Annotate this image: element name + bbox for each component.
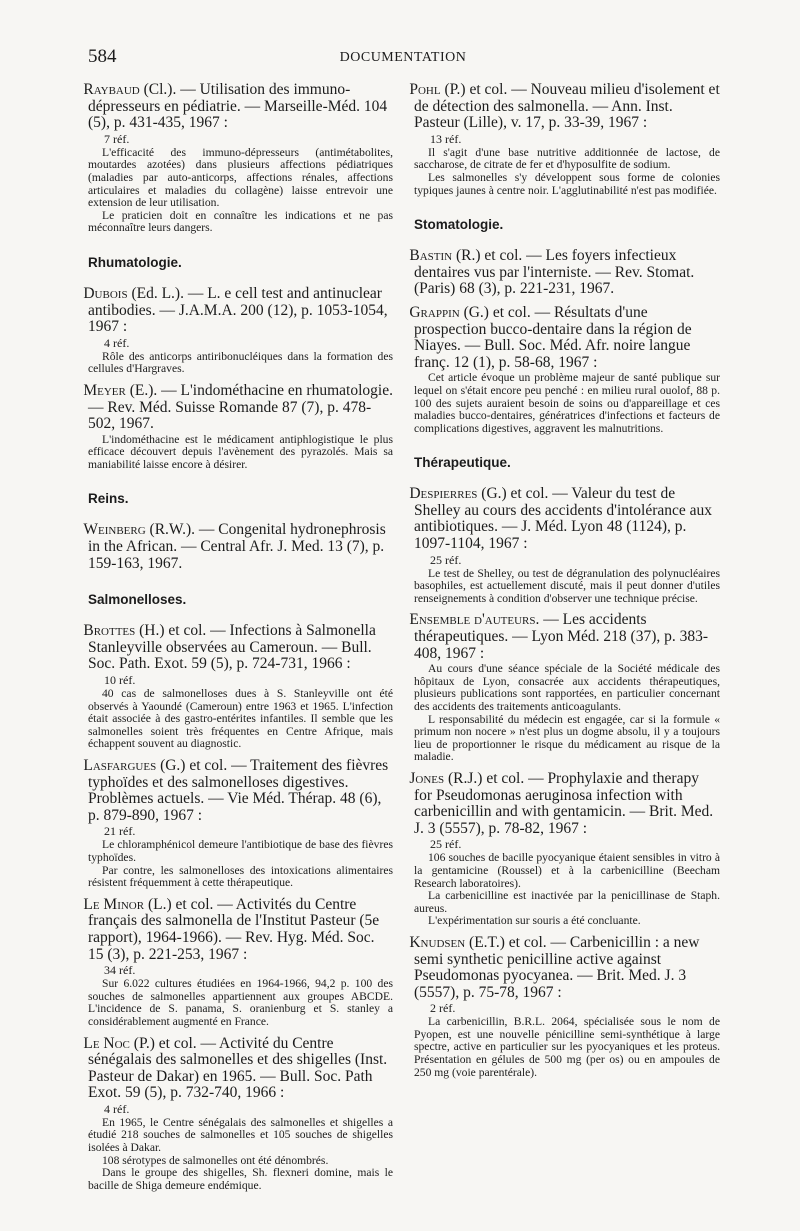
citation [83, 757, 393, 824]
reference-count: 21 réf. [104, 824, 136, 839]
citation-details: (R.) et col. — Les foyers infectieux dentaires vus par l'interniste. — Rev. Stomat. (Paris) 68 (3), p. 221-231, 1967. [414, 247, 695, 298]
citation-author: Grappin [409, 303, 460, 321]
abstract-paragraph: Le test de Shelley, ou test de dégranulation des polynucléaires basophiles, est actuellement discuté, mais il peut donner d'utiles renseignements à condition d'observer une technique précise. [414, 566, 720, 605]
citation-details: (Cl.). — Utilisation des immuno-dépresseurs en pédiatrie. — Marseille-Méd. 104 (5), p. 431-435, 1967 : [88, 81, 388, 132]
citation-author: Brottes [83, 622, 136, 640]
citation-details: (P.) et col. — Activité du Centre sénégalais des salmonelles et des shigelles (Inst. Pasteur de Dakar) en 1965. — Bull. Soc. Path Exot. 59 (5), p. 732-740, 1966 : [88, 1034, 388, 1102]
bibliography-entry [83, 757, 393, 890]
citation-author: Dubois [83, 284, 128, 302]
abstract-paragraph: L'efficacité des immuno-dépresseurs (antimétabolites, moutardes azotées) dans plusieurs affections pédiatriques (maladies par auto-anticorps, affections rénales, affections articulaires et maladies du collagène) laisse entrevoir une extension de leur utilisation. [88, 145, 393, 210]
bibliography-entry [83, 622, 393, 751]
citation-author: Pohl [409, 81, 441, 98]
abstract [88, 688, 393, 751]
citation [83, 895, 393, 963]
abstract [88, 434, 393, 472]
reference-count: 25 réf. [430, 552, 462, 567]
abstract-paragraph: 108 sérotypes de salmonelles ont été dénombrés. [102, 1153, 329, 1167]
citation-author: Meyer [83, 381, 126, 399]
citation [83, 1034, 393, 1102]
section-heading: Rhumatologie. [88, 254, 182, 270]
abstract [88, 839, 393, 889]
citation [83, 284, 393, 336]
citation [409, 303, 720, 371]
citation [409, 81, 720, 132]
abstract-paragraph: Il s'agit d'une base nutritive additionnée de lactose, de saccharose, de citrate de fer et d'hyposulfite de sodium. [414, 145, 720, 172]
citation-author: Lasfargues [83, 757, 157, 774]
citation-author: Raybaud [83, 81, 140, 98]
abstract [414, 147, 720, 197]
abstract-paragraph: Les salmonelles s'y développent sous forme de colonies typiques jaunes à centre noir. L'agglutinabilité n'est pas modifiée. [414, 170, 720, 197]
abstract-paragraph: 40 cas de salmonelloses dues à S. Stanleyville ont été observés à Yaoundé (Cameroun) entre 1963 et 1965. L'infection était associée à des gastro-entérites infantiles. Il semble que les salmonelles soient très fréquentes en Centre Afrique, mais échappent souvent au diagnostic. [88, 687, 393, 751]
abstract-paragraph: L'indométhacine est le médicament antiphlogistique le plus efficace découvert depuis l'avènement des pyrazolés. Mais sa maniabilité laisse encore à désirer. [88, 432, 393, 471]
abstract [88, 351, 393, 376]
citation [83, 521, 393, 572]
abstract-paragraph: 106 souches de bacille pyocyanique étaient sensibles in vitro à la gentamicine (Roussel) et à la carbenicilline (Beecham Research laboratoires). [414, 851, 720, 890]
section-heading: Salmonelloses. [88, 592, 187, 608]
citation-author: Weinberg [83, 521, 146, 539]
citation-author: Jones [409, 769, 445, 787]
bibliography-entry [83, 1034, 393, 1193]
citation-details: (H.) et col. — Infections à Salmonella Stanleyville observées au Cameroun. — Bull. Soc. Path. Exot. 59 (5), p. 724-731, 1966 : [88, 622, 376, 673]
bibliography-entry [83, 284, 393, 376]
left-column [83, 81, 393, 1199]
citation [409, 247, 720, 298]
right-column [409, 81, 720, 1086]
abstract [88, 1117, 393, 1193]
citation-author: Knudsen [409, 933, 466, 951]
citation-details: . — Les accidents thérapeutiques. — Lyon Méd. 218 (37), p. 383-408, 1967 : [414, 611, 709, 662]
citation-author: Le Noc [83, 1034, 130, 1052]
bibliography-entry [409, 81, 720, 197]
citation-details: (L.) et col. — Activités du Centre français des salmonella de l'Institut Pasteur (5e rapport), 1964-1966). — Rev. Hyg. Méd. Soc. 15 (3), p. 221-253, 1967 : [88, 895, 380, 963]
citation [409, 769, 720, 837]
citation-details: (E.). — L'indométhacine en rhumatologie. — Rev. Méd. Suisse Romande 87 (7), p. 478-502, 1967. [88, 381, 393, 433]
page-number: 584 [88, 46, 117, 67]
abstract-paragraph: L'expérimentation sur souris a été concluante. [428, 914, 641, 928]
abstract-paragraph: Le praticien doit en connaître les indications et ne pas méconnaître leurs dangers. [88, 208, 393, 235]
abstract [88, 147, 393, 235]
citation [83, 81, 393, 132]
abstract [414, 663, 720, 764]
abstract [414, 568, 720, 606]
citation [409, 933, 720, 1001]
reference-count: 10 réf. [104, 673, 136, 688]
citation-author: Ensemble d'auteurs [409, 611, 536, 629]
abstract [88, 978, 393, 1028]
reference-count: 2 réf. [430, 1001, 456, 1016]
citation-details: (E.T.) et col. — Carbenicillin : a new semi synthetic penicilline active against Pseudomonas pyocyanea. — Brit. Med. J. 3 (5557), p. 75-78, 1967 : [414, 933, 700, 1001]
abstract-paragraph: Par contre, les salmonelloses des intoxications alimentaires résistent fréquemment à cette thérapeutique. [88, 863, 393, 890]
section-heading: Stomatologie. [414, 217, 504, 233]
citation [409, 485, 720, 553]
abstract-paragraph: L responsabilité du médecin est engagée, car si la formule « primum non nocere » n'est plus un dogme absolu, il y a toujours lieu de proportionner le risque du médicament au risque de la maladie. [414, 712, 720, 764]
abstract-paragraph: Rôle des anticorps antiribonucléiques dans la formation des cellules d'Hargraves. [88, 349, 393, 376]
citation [409, 611, 720, 662]
bibliography-entry [409, 769, 720, 928]
citation [83, 622, 393, 673]
reference-count: 7 réf. [104, 131, 130, 146]
bibliography-entry [83, 895, 393, 1029]
bibliography-entry [409, 933, 720, 1079]
citation-details: (Ed. L.). — L. e cell test and antinuclear antibodies. — J.A.M.A. 200 (12), p. 1053-1054, 1967 : [88, 284, 388, 336]
reference-count: 25 réf. [430, 837, 462, 852]
reference-count: 4 réf. [104, 1101, 130, 1116]
reference-count: 34 réf. [104, 963, 136, 978]
section-heading: Reins. [88, 491, 129, 507]
abstract-paragraph: Au cours d'une séance spéciale de la Société médicale des hôpitaux de Lyon, consacrée aux accidents thérapeutiques, plusieurs publications sont rapportées, en particulier concernant des accidents des traitements anticoagulants. [414, 662, 720, 713]
abstract-paragraph: Le chloramphénicol demeure l'antibiotique de base des fièvres typhoïdes. [88, 838, 393, 864]
abstract-paragraph: La carbenicillin, B.R.L. 2064, spécialisée sous le nom de Pyopen, est une nouvelle pénicilline semi-synthétique à large spectre, active en particulier sur les pyocyaniques et les proteus. Présentation en gélules de 500 mg (per os) ou en ampoules de 250 mg (voie parentérale). [414, 1015, 720, 1079]
citation-details: (G.) et col. — Valeur du test de Shelley au cours des accidents d'intolérance aux antibiotiques. — J. Méd. Lyon 48 (1124), p. 1097-1104, 1967 : [414, 485, 713, 553]
citation-details: (G.) et col. — Traitement des fièvres typhoïdes et des salmonelloses digestives. Problèmes actuels. — Vie Méd. Thérap. 48 (6), p. 879-890, 1967 : [88, 757, 389, 824]
bibliography-entry [409, 303, 720, 435]
citation-details: (R.W.). — Congenital hydronephrosis in the African. — Central Afr. J. Med. 13 (7), p. 159-163, 1967. [88, 521, 386, 572]
page-header [88, 46, 718, 72]
citation-author: Le Minor [83, 895, 145, 913]
bibliography-entry [409, 611, 720, 764]
section-heading: Thérapeutique. [414, 455, 511, 471]
abstract-paragraph: Sur 6.022 cultures étudiées en 1964-1966, 94,2 p. 100 des souches de salmonelles appartiennent aux groupes ABCDE. L'incidence de S. panama, S. oranienburg et S. stanley a considérablement augmenté en France. [88, 977, 393, 1028]
abstract-paragraph: La carbenicilline est inactivée par la penicillinase de Staph. aureus. [414, 889, 720, 915]
citation-details: (R.J.) et col. — Prophylaxie and therapy for Pseudomonas aeruginosa infection with carbenicillin and with gentamicin. — Brit. Med. J. 3 (5557), p. 78-82, 1967 : [414, 769, 714, 837]
bibliography-entry [83, 81, 393, 235]
abstract [414, 1016, 720, 1079]
citation-author: Bastin [409, 247, 453, 265]
citation-details: (G.) et col. — Résultats d'une prospection bucco-dentaire dans la région de Niayes. — Bull. Soc. Méd. Afr. noire langue franç. 12 (1), p. 58-68, 1967 : [414, 303, 692, 371]
reference-count: 13 réf. [430, 131, 462, 146]
bibliography-entry [409, 485, 720, 605]
running-title: DOCUMENTATION [339, 50, 467, 65]
abstract [414, 852, 720, 928]
citation-details: (P.) et col. — Nouveau milieu d'isolement et de détection des salmonella. — Ann. Inst. Pasteur (Lille), v. 17, p. 33-39, 1967 : [414, 81, 720, 132]
bibliography-entry [83, 521, 393, 572]
abstract-paragraph: En 1965, le Centre sénégalais des salmonelles et shigelles a étudié 218 souches de salmonelles et 105 souches de shigelles isolées à Dakar. [88, 1115, 393, 1155]
abstract [414, 372, 720, 435]
citation-author: Despierres [409, 485, 478, 503]
bibliography-entry [83, 381, 393, 472]
abstract-paragraph: Dans le groupe des shigelles, Sh. flexneri domine, mais le bacille de Shiga demeure endémique. [88, 1166, 393, 1192]
citation [83, 381, 393, 433]
abstract-paragraph: Cet article évoque un problème majeur de santé publique sur lequel on s'était encore peu penché : en milieu rural ouolof, 88 p. 100 des sujets auraient besoin de soins ou d'appareillage et ces maladies bucco-dentaires, génératrices d'infections et facteurs de complications digestives, aggravent les malnutritions. [414, 371, 720, 435]
bibliography-entry [409, 247, 720, 298]
reference-count: 4 réf. [104, 335, 130, 350]
